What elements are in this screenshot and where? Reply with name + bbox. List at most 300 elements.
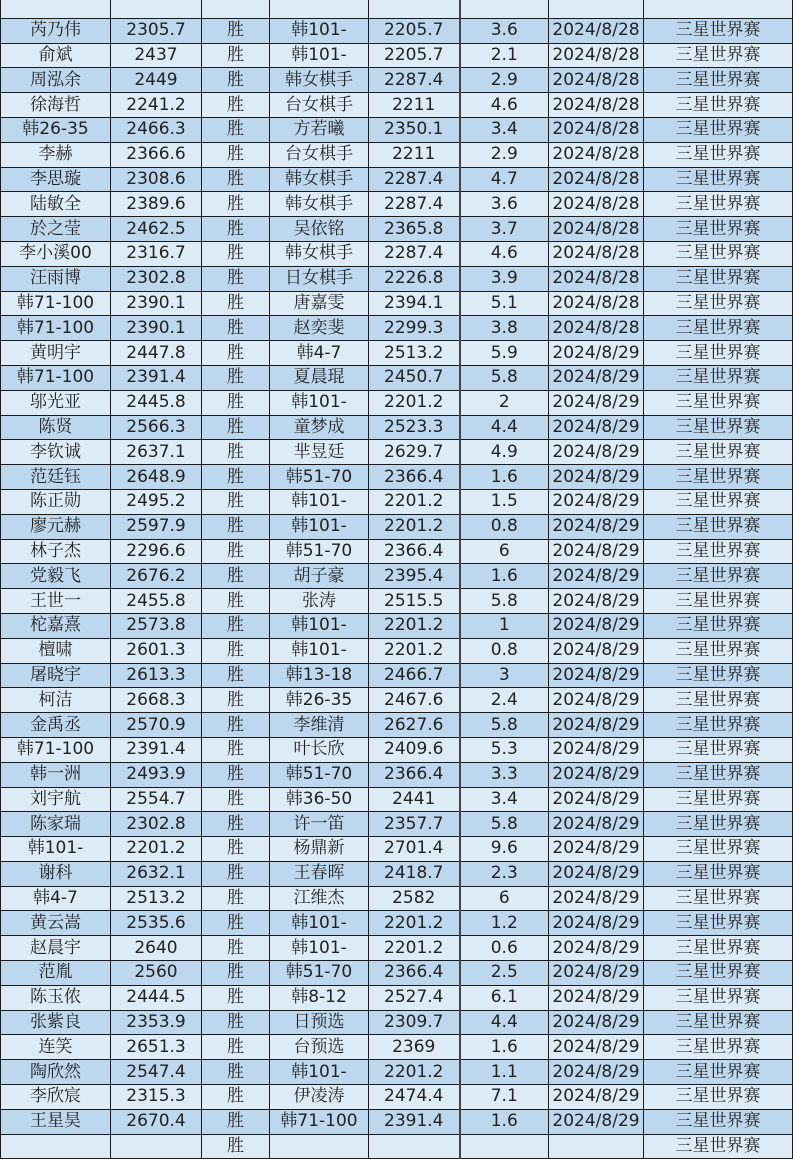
cell-player[interactable]: 范廷钰 xyxy=(1,465,111,490)
cell-rating-change[interactable]: 3.6 xyxy=(460,18,549,43)
cell-date[interactable]: 2024/8/28 xyxy=(549,192,644,217)
cell-player[interactable]: 刘宇航 xyxy=(1,787,111,812)
cell-date[interactable]: 2024/8/29 xyxy=(549,440,644,465)
cell-player[interactable]: 韩71-100 xyxy=(1,291,111,316)
cell-player[interactable] xyxy=(1,1134,111,1159)
cell-date[interactable]: 2024/8/29 xyxy=(549,762,644,787)
cell-opponent[interactable]: 韩51-70 xyxy=(270,961,369,986)
cell-opponent-rating[interactable]: 2201.2 xyxy=(369,1060,460,1085)
cell-tournament[interactable]: 三星世界赛 xyxy=(644,1010,793,1035)
cell-opponent[interactable]: 韩71-100 xyxy=(270,1109,369,1134)
cell-opponent[interactable]: 芈昱廷 xyxy=(270,440,369,465)
cell-player-rating[interactable]: 2560 xyxy=(111,961,202,986)
cell-opponent-rating[interactable]: 2365.8 xyxy=(369,217,460,242)
cell-player-rating[interactable]: 2241.2 xyxy=(111,93,202,118)
cell-opponent-rating[interactable]: 2287.4 xyxy=(369,68,460,93)
cell-tournament[interactable]: 三星世界赛 xyxy=(644,1035,793,1060)
cell-opponent-rating[interactable]: 2357.7 xyxy=(369,812,460,837)
cell-rating-change[interactable]: 2.4 xyxy=(460,688,549,713)
cell-opponent[interactable]: 韩101- xyxy=(270,1060,369,1085)
cell-opponent-rating[interactable]: 2201.2 xyxy=(369,489,460,514)
cell-tournament[interactable]: 三星世界赛 xyxy=(644,837,793,862)
cell-date[interactable]: 2024/8/29 xyxy=(549,812,644,837)
cell-result[interactable]: 胜 xyxy=(202,68,270,93)
cell-rating-change[interactable]: 3.4 xyxy=(460,117,549,142)
cell-rating-change[interactable]: 0.6 xyxy=(460,936,549,961)
cell-rating-change[interactable]: 3.6 xyxy=(460,192,549,217)
cell-date[interactable]: 2024/8/29 xyxy=(549,638,644,663)
cell-opponent[interactable]: 李维清 xyxy=(270,713,369,738)
cell-result[interactable]: 胜 xyxy=(202,638,270,663)
cell-result[interactable]: 胜 xyxy=(202,266,270,291)
cell-date[interactable]: 2024/8/28 xyxy=(549,43,644,68)
cell-player-rating[interactable]: 2613.3 xyxy=(111,663,202,688)
cell-date[interactable]: 2024/8/28 xyxy=(549,142,644,167)
cell-player-rating[interactable]: 2447.8 xyxy=(111,341,202,366)
cell-date[interactable]: 2024/8/29 xyxy=(549,489,644,514)
cell-rating-change[interactable]: 1 xyxy=(460,613,549,638)
cell-result[interactable]: 胜 xyxy=(202,93,270,118)
cell-player[interactable]: 王星昊 xyxy=(1,1109,111,1134)
cell-rating-change[interactable]: 7.1 xyxy=(460,1085,549,1110)
cell-opponent-rating[interactable]: 2450.7 xyxy=(369,365,460,390)
cell-opponent-rating[interactable] xyxy=(369,1134,460,1159)
cell-player-rating[interactable]: 2302.8 xyxy=(111,812,202,837)
cell-opponent-rating[interactable]: 2513.2 xyxy=(369,341,460,366)
cell-result[interactable]: 胜 xyxy=(202,688,270,713)
cell-player[interactable]: 李欣宸 xyxy=(1,1085,111,1110)
cell-opponent[interactable]: 杨鼎新 xyxy=(270,837,369,862)
cell-rating-change[interactable]: 0.8 xyxy=(460,638,549,663)
cell-opponent[interactable]: 韩26-35 xyxy=(270,688,369,713)
cell-opponent[interactable]: 台预选 xyxy=(270,1035,369,1060)
cell-player-rating[interactable]: 2493.9 xyxy=(111,762,202,787)
cell-result[interactable]: 胜 xyxy=(202,961,270,986)
cell-result[interactable]: 胜 xyxy=(202,514,270,539)
cell-opponent[interactable]: 韩101- xyxy=(270,43,369,68)
cell-result[interactable]: 胜 xyxy=(202,291,270,316)
cell-opponent-rating[interactable]: 2205.7 xyxy=(369,18,460,43)
cell-player-rating[interactable]: 2449 xyxy=(111,68,202,93)
cell-player-rating[interactable]: 2676.2 xyxy=(111,564,202,589)
cell-result[interactable]: 胜 xyxy=(202,837,270,862)
cell-result[interactable]: 胜 xyxy=(202,589,270,614)
cell-player-rating[interactable]: 2366.6 xyxy=(111,142,202,167)
cell-result[interactable]: 胜 xyxy=(202,316,270,341)
cell-opponent[interactable]: 韩101- xyxy=(270,638,369,663)
cell-tournament[interactable]: 三星世界赛 xyxy=(644,936,793,961)
cell-player-rating[interactable]: 2466.3 xyxy=(111,117,202,142)
cell-rating-change[interactable]: 1.1 xyxy=(460,1060,549,1085)
cell-opponent[interactable]: 韩女棋手 xyxy=(270,192,369,217)
cell-result[interactable]: 胜 xyxy=(202,663,270,688)
cell-rating-change[interactable]: 5.8 xyxy=(460,365,549,390)
cell-opponent[interactable]: 日女棋手 xyxy=(270,266,369,291)
cell-opponent[interactable]: 童梦成 xyxy=(270,415,369,440)
cell-tournament[interactable]: 三星世界赛 xyxy=(644,415,793,440)
cell-player-rating[interactable]: 2353.9 xyxy=(111,1010,202,1035)
cell-tournament[interactable]: 三星世界赛 xyxy=(644,18,793,43)
cell-opponent[interactable]: 夏晨琨 xyxy=(270,365,369,390)
cell-player[interactable]: 韩71-100 xyxy=(1,737,111,762)
cell-player-rating[interactable]: 2513.2 xyxy=(111,886,202,911)
cell-opponent[interactable]: 韩101- xyxy=(270,514,369,539)
cell-result[interactable]: 胜 xyxy=(202,142,270,167)
cell-player[interactable]: 金禹丞 xyxy=(1,713,111,738)
cell-date[interactable]: 2024/8/29 xyxy=(549,613,644,638)
cell-opponent-rating[interactable]: 2466.7 xyxy=(369,663,460,688)
cell-rating-change[interactable]: 1.5 xyxy=(460,489,549,514)
cell-opponent[interactable]: 方若曦 xyxy=(270,117,369,142)
cell-player-rating[interactable] xyxy=(111,0,202,18)
cell-player[interactable]: 韩4-7 xyxy=(1,886,111,911)
cell-rating-change[interactable] xyxy=(460,1134,549,1159)
cell-opponent[interactable]: 韩51-70 xyxy=(270,762,369,787)
cell-player[interactable]: 党毅飞 xyxy=(1,564,111,589)
cell-rating-change[interactable] xyxy=(460,0,549,18)
cell-date[interactable] xyxy=(549,0,644,18)
cell-rating-change[interactable]: 1.6 xyxy=(460,564,549,589)
cell-date[interactable]: 2024/8/29 xyxy=(549,564,644,589)
cell-opponent-rating[interactable]: 2527.4 xyxy=(369,985,460,1010)
cell-tournament[interactable]: 三星世界赛 xyxy=(644,663,793,688)
cell-rating-change[interactable]: 5.1 xyxy=(460,291,549,316)
cell-result[interactable]: 胜 xyxy=(202,1010,270,1035)
cell-opponent[interactable]: 叶长欣 xyxy=(270,737,369,762)
cell-player-rating[interactable]: 2390.1 xyxy=(111,291,202,316)
cell-opponent[interactable]: 韩101- xyxy=(270,911,369,936)
cell-player[interactable]: 陶欣然 xyxy=(1,1060,111,1085)
cell-rating-change[interactable]: 5.8 xyxy=(460,713,549,738)
cell-player-rating[interactable]: 2651.3 xyxy=(111,1035,202,1060)
cell-opponent[interactable]: 韩36-50 xyxy=(270,787,369,812)
cell-result[interactable]: 胜 xyxy=(202,861,270,886)
cell-result[interactable]: 胜 xyxy=(202,167,270,192)
cell-date[interactable]: 2024/8/29 xyxy=(549,936,644,961)
cell-result[interactable] xyxy=(202,0,270,18)
cell-date[interactable]: 2024/8/29 xyxy=(549,911,644,936)
cell-player[interactable]: 俞斌 xyxy=(1,43,111,68)
cell-tournament[interactable]: 三星世界赛 xyxy=(644,737,793,762)
cell-player[interactable]: 柁嘉熹 xyxy=(1,613,111,638)
cell-tournament[interactable]: 三星世界赛 xyxy=(644,167,793,192)
cell-tournament[interactable]: 三星世界赛 xyxy=(644,217,793,242)
cell-opponent-rating[interactable]: 2474.4 xyxy=(369,1085,460,1110)
cell-tournament[interactable]: 三星世界赛 xyxy=(644,440,793,465)
cell-player-rating[interactable]: 2597.9 xyxy=(111,514,202,539)
cell-date[interactable]: 2024/8/29 xyxy=(549,861,644,886)
cell-result[interactable]: 胜 xyxy=(202,911,270,936)
cell-result[interactable]: 胜 xyxy=(202,192,270,217)
cell-player-rating[interactable]: 2444.5 xyxy=(111,985,202,1010)
cell-result[interactable]: 胜 xyxy=(202,886,270,911)
cell-tournament[interactable]: 三星世界赛 xyxy=(644,93,793,118)
cell-opponent-rating[interactable]: 2287.4 xyxy=(369,167,460,192)
cell-player-rating[interactable]: 2640 xyxy=(111,936,202,961)
cell-player-rating[interactable]: 2637.1 xyxy=(111,440,202,465)
cell-tournament[interactable]: 三星世界赛 xyxy=(644,365,793,390)
cell-player[interactable]: 李思璇 xyxy=(1,167,111,192)
cell-opponent[interactable]: 韩101- xyxy=(270,613,369,638)
cell-result[interactable]: 胜 xyxy=(202,613,270,638)
cell-date[interactable]: 2024/8/28 xyxy=(549,266,644,291)
cell-result[interactable]: 胜 xyxy=(202,440,270,465)
cell-opponent[interactable]: 韩51-70 xyxy=(270,465,369,490)
cell-date[interactable]: 2024/8/28 xyxy=(549,117,644,142)
cell-player-rating[interactable] xyxy=(111,1134,202,1159)
cell-opponent-rating[interactable]: 2350.1 xyxy=(369,117,460,142)
cell-result[interactable]: 胜 xyxy=(202,1134,270,1159)
cell-date[interactable]: 2024/8/28 xyxy=(549,68,644,93)
cell-tournament[interactable]: 三星世界赛 xyxy=(644,192,793,217)
cell-rating-change[interactable]: 4.9 xyxy=(460,440,549,465)
cell-rating-change[interactable]: 1.2 xyxy=(460,911,549,936)
cell-tournament[interactable]: 三星世界赛 xyxy=(644,489,793,514)
cell-tournament[interactable]: 三星世界赛 xyxy=(644,1085,793,1110)
cell-rating-change[interactable]: 3.4 xyxy=(460,787,549,812)
cell-opponent[interactable]: 韩51-70 xyxy=(270,539,369,564)
cell-opponent[interactable]: 韩女棋手 xyxy=(270,241,369,266)
cell-player[interactable]: 韩101- xyxy=(1,837,111,862)
cell-date[interactable]: 2024/8/29 xyxy=(549,390,644,415)
cell-tournament[interactable]: 三星世界赛 xyxy=(644,539,793,564)
cell-result[interactable]: 胜 xyxy=(202,241,270,266)
cell-result[interactable]: 胜 xyxy=(202,1060,270,1085)
cell-result[interactable]: 胜 xyxy=(202,762,270,787)
cell-player-rating[interactable]: 2391.4 xyxy=(111,365,202,390)
cell-date[interactable]: 2024/8/29 xyxy=(549,837,644,862)
cell-result[interactable]: 胜 xyxy=(202,936,270,961)
cell-result[interactable]: 胜 xyxy=(202,43,270,68)
cell-player[interactable]: 黄云嵩 xyxy=(1,911,111,936)
cell-player[interactable]: 韩26-35 xyxy=(1,117,111,142)
cell-opponent-rating[interactable]: 2366.4 xyxy=(369,961,460,986)
cell-rating-change[interactable]: 2.3 xyxy=(460,861,549,886)
cell-player[interactable] xyxy=(1,0,111,18)
cell-opponent[interactable]: 韩101- xyxy=(270,489,369,514)
cell-date[interactable]: 2024/8/29 xyxy=(549,415,644,440)
cell-player[interactable]: 陈家瑞 xyxy=(1,812,111,837)
cell-date[interactable]: 2024/8/29 xyxy=(549,465,644,490)
cell-rating-change[interactable]: 5.3 xyxy=(460,737,549,762)
cell-player[interactable]: 赵晨宇 xyxy=(1,936,111,961)
cell-player-rating[interactable]: 2668.3 xyxy=(111,688,202,713)
cell-player[interactable]: 陆敏全 xyxy=(1,192,111,217)
cell-tournament[interactable]: 三星世界赛 xyxy=(644,762,793,787)
cell-player[interactable]: 芮乃伟 xyxy=(1,18,111,43)
cell-opponent[interactable]: 吴依铭 xyxy=(270,217,369,242)
cell-player-rating[interactable]: 2315.3 xyxy=(111,1085,202,1110)
cell-date[interactable]: 2024/8/28 xyxy=(549,167,644,192)
cell-player[interactable]: 徐海哲 xyxy=(1,93,111,118)
cell-player[interactable]: 韩一洲 xyxy=(1,762,111,787)
cell-tournament[interactable]: 三星世界赛 xyxy=(644,985,793,1010)
cell-player[interactable]: 李钦诚 xyxy=(1,440,111,465)
cell-tournament[interactable]: 三星世界赛 xyxy=(644,911,793,936)
cell-date[interactable]: 2024/8/28 xyxy=(549,93,644,118)
cell-date[interactable]: 2024/8/29 xyxy=(549,961,644,986)
cell-date[interactable]: 2024/8/29 xyxy=(549,1010,644,1035)
cell-player-rating[interactable]: 2632.1 xyxy=(111,861,202,886)
cell-opponent[interactable]: 胡子豪 xyxy=(270,564,369,589)
cell-rating-change[interactable]: 2.9 xyxy=(460,142,549,167)
cell-player[interactable]: 王世一 xyxy=(1,589,111,614)
cell-opponent-rating[interactable]: 2211 xyxy=(369,142,460,167)
cell-tournament[interactable]: 三星世界赛 xyxy=(644,266,793,291)
cell-result[interactable]: 胜 xyxy=(202,985,270,1010)
cell-opponent-rating[interactable]: 2366.4 xyxy=(369,465,460,490)
cell-player[interactable]: 黄明宇 xyxy=(1,341,111,366)
cell-player-rating[interactable]: 2296.6 xyxy=(111,539,202,564)
cell-tournament[interactable]: 三星世界赛 xyxy=(644,1060,793,1085)
cell-tournament[interactable]: 三星世界赛 xyxy=(644,291,793,316)
cell-opponent-rating[interactable]: 2523.3 xyxy=(369,415,460,440)
cell-opponent-rating[interactable]: 2627.6 xyxy=(369,713,460,738)
cell-player[interactable]: 陈贤 xyxy=(1,415,111,440)
cell-opponent-rating[interactable]: 2211 xyxy=(369,93,460,118)
cell-date[interactable]: 2024/8/29 xyxy=(549,713,644,738)
cell-result[interactable]: 胜 xyxy=(202,365,270,390)
cell-player[interactable]: 连笑 xyxy=(1,1035,111,1060)
cell-date[interactable]: 2024/8/28 xyxy=(549,316,644,341)
cell-tournament[interactable]: 三星世界赛 xyxy=(644,1109,793,1134)
cell-result[interactable]: 胜 xyxy=(202,390,270,415)
cell-rating-change[interactable]: 6 xyxy=(460,886,549,911)
cell-opponent-rating[interactable] xyxy=(369,0,460,18)
cell-rating-change[interactable]: 1.6 xyxy=(460,1109,549,1134)
cell-opponent-rating[interactable]: 2395.4 xyxy=(369,564,460,589)
cell-opponent-rating[interactable]: 2582 xyxy=(369,886,460,911)
cell-opponent[interactable]: 韩13-18 xyxy=(270,663,369,688)
cell-opponent-rating[interactable]: 2409.6 xyxy=(369,737,460,762)
cell-opponent-rating[interactable]: 2201.2 xyxy=(369,613,460,638)
cell-tournament[interactable]: 三星世界赛 xyxy=(644,638,793,663)
cell-opponent[interactable]: 日预选 xyxy=(270,1010,369,1035)
cell-opponent-rating[interactable]: 2201.2 xyxy=(369,514,460,539)
cell-rating-change[interactable]: 4.6 xyxy=(460,93,549,118)
cell-rating-change[interactable]: 9.6 xyxy=(460,837,549,862)
cell-opponent-rating[interactable]: 2391.4 xyxy=(369,1109,460,1134)
cell-player[interactable]: 张紫良 xyxy=(1,1010,111,1035)
cell-date[interactable]: 2024/8/29 xyxy=(549,539,644,564)
cell-opponent-rating[interactable]: 2369 xyxy=(369,1035,460,1060)
cell-date[interactable]: 2024/8/28 xyxy=(549,291,644,316)
cell-result[interactable]: 胜 xyxy=(202,415,270,440)
cell-opponent[interactable]: 王春晖 xyxy=(270,861,369,886)
cell-rating-change[interactable]: 3.9 xyxy=(460,266,549,291)
cell-player-rating[interactable]: 2495.2 xyxy=(111,489,202,514)
cell-tournament[interactable]: 三星世界赛 xyxy=(644,713,793,738)
cell-opponent[interactable]: 张涛 xyxy=(270,589,369,614)
cell-opponent-rating[interactable]: 2201.2 xyxy=(369,390,460,415)
cell-date[interactable]: 2024/8/29 xyxy=(549,341,644,366)
cell-rating-change[interactable]: 2.5 xyxy=(460,961,549,986)
cell-player[interactable]: 柯洁 xyxy=(1,688,111,713)
cell-player-rating[interactable]: 2570.9 xyxy=(111,713,202,738)
cell-result[interactable]: 胜 xyxy=(202,539,270,564)
cell-tournament[interactable] xyxy=(644,0,793,18)
cell-player-rating[interactable]: 2547.4 xyxy=(111,1060,202,1085)
cell-opponent-rating[interactable]: 2201.2 xyxy=(369,936,460,961)
cell-date[interactable]: 2024/8/29 xyxy=(549,1060,644,1085)
cell-tournament[interactable]: 三星世界赛 xyxy=(644,117,793,142)
cell-date[interactable]: 2024/8/29 xyxy=(549,1035,644,1060)
cell-opponent-rating[interactable]: 2299.3 xyxy=(369,316,460,341)
cell-result[interactable]: 胜 xyxy=(202,217,270,242)
cell-tournament[interactable]: 三星世界赛 xyxy=(644,341,793,366)
cell-opponent[interactable]: 台女棋手 xyxy=(270,93,369,118)
cell-opponent-rating[interactable]: 2629.7 xyxy=(369,440,460,465)
cell-result[interactable]: 胜 xyxy=(202,1035,270,1060)
cell-tournament[interactable]: 三星世界赛 xyxy=(644,961,793,986)
cell-player[interactable]: 陈玉侬 xyxy=(1,985,111,1010)
cell-opponent[interactable]: 韩8-12 xyxy=(270,985,369,1010)
cell-date[interactable]: 2024/8/28 xyxy=(549,18,644,43)
cell-tournament[interactable]: 三星世界赛 xyxy=(644,142,793,167)
cell-rating-change[interactable]: 0.8 xyxy=(460,514,549,539)
cell-tournament[interactable]: 三星世界赛 xyxy=(644,589,793,614)
cell-rating-change[interactable]: 2.1 xyxy=(460,43,549,68)
cell-date[interactable]: 2024/8/28 xyxy=(549,217,644,242)
cell-rating-change[interactable]: 4.4 xyxy=(460,1010,549,1035)
cell-opponent-rating[interactable]: 2201.2 xyxy=(369,638,460,663)
cell-rating-change[interactable]: 5.8 xyxy=(460,812,549,837)
cell-player-rating[interactable]: 2305.7 xyxy=(111,18,202,43)
cell-opponent[interactable]: 韩101- xyxy=(270,936,369,961)
cell-rating-change[interactable]: 1.6 xyxy=(460,1035,549,1060)
cell-opponent-rating[interactable]: 2309.7 xyxy=(369,1010,460,1035)
cell-player[interactable]: 范胤 xyxy=(1,961,111,986)
cell-result[interactable]: 胜 xyxy=(202,713,270,738)
cell-rating-change[interactable]: 6.1 xyxy=(460,985,549,1010)
cell-rating-change[interactable]: 3 xyxy=(460,663,549,688)
cell-rating-change[interactable]: 3.3 xyxy=(460,762,549,787)
cell-rating-change[interactable]: 3.7 xyxy=(460,217,549,242)
cell-date[interactable]: 2024/8/29 xyxy=(549,737,644,762)
cell-player-rating[interactable]: 2455.8 xyxy=(111,589,202,614)
cell-opponent[interactable]: 台女棋手 xyxy=(270,142,369,167)
cell-player[interactable]: 李赫 xyxy=(1,142,111,167)
cell-tournament[interactable]: 三星世界赛 xyxy=(644,43,793,68)
cell-tournament[interactable]: 三星世界赛 xyxy=(644,316,793,341)
cell-opponent[interactable]: 唐嘉雯 xyxy=(270,291,369,316)
cell-player[interactable]: 韩71-100 xyxy=(1,365,111,390)
cell-tournament[interactable]: 三星世界赛 xyxy=(644,787,793,812)
cell-opponent-rating[interactable]: 2467.6 xyxy=(369,688,460,713)
cell-opponent-rating[interactable]: 2441 xyxy=(369,787,460,812)
cell-player-rating[interactable]: 2390.1 xyxy=(111,316,202,341)
cell-tournament[interactable]: 三星世界赛 xyxy=(644,1134,793,1159)
cell-player-rating[interactable]: 2670.4 xyxy=(111,1109,202,1134)
cell-tournament[interactable]: 三星世界赛 xyxy=(644,241,793,266)
cell-result[interactable]: 胜 xyxy=(202,1085,270,1110)
cell-player-rating[interactable]: 2566.3 xyxy=(111,415,202,440)
cell-tournament[interactable]: 三星世界赛 xyxy=(644,886,793,911)
cell-opponent[interactable]: 韩女棋手 xyxy=(270,68,369,93)
cell-player-rating[interactable]: 2573.8 xyxy=(111,613,202,638)
cell-opponent-rating[interactable]: 2366.4 xyxy=(369,539,460,564)
cell-player-rating[interactable]: 2308.6 xyxy=(111,167,202,192)
cell-player-rating[interactable]: 2554.7 xyxy=(111,787,202,812)
cell-result[interactable]: 胜 xyxy=(202,489,270,514)
cell-opponent-rating[interactable]: 2701.4 xyxy=(369,837,460,862)
cell-rating-change[interactable]: 4.4 xyxy=(460,415,549,440)
cell-player[interactable]: 屠晓宇 xyxy=(1,663,111,688)
cell-tournament[interactable]: 三星世界赛 xyxy=(644,688,793,713)
cell-date[interactable] xyxy=(549,1134,644,1159)
cell-player[interactable]: 韩71-100 xyxy=(1,316,111,341)
cell-result[interactable]: 胜 xyxy=(202,117,270,142)
